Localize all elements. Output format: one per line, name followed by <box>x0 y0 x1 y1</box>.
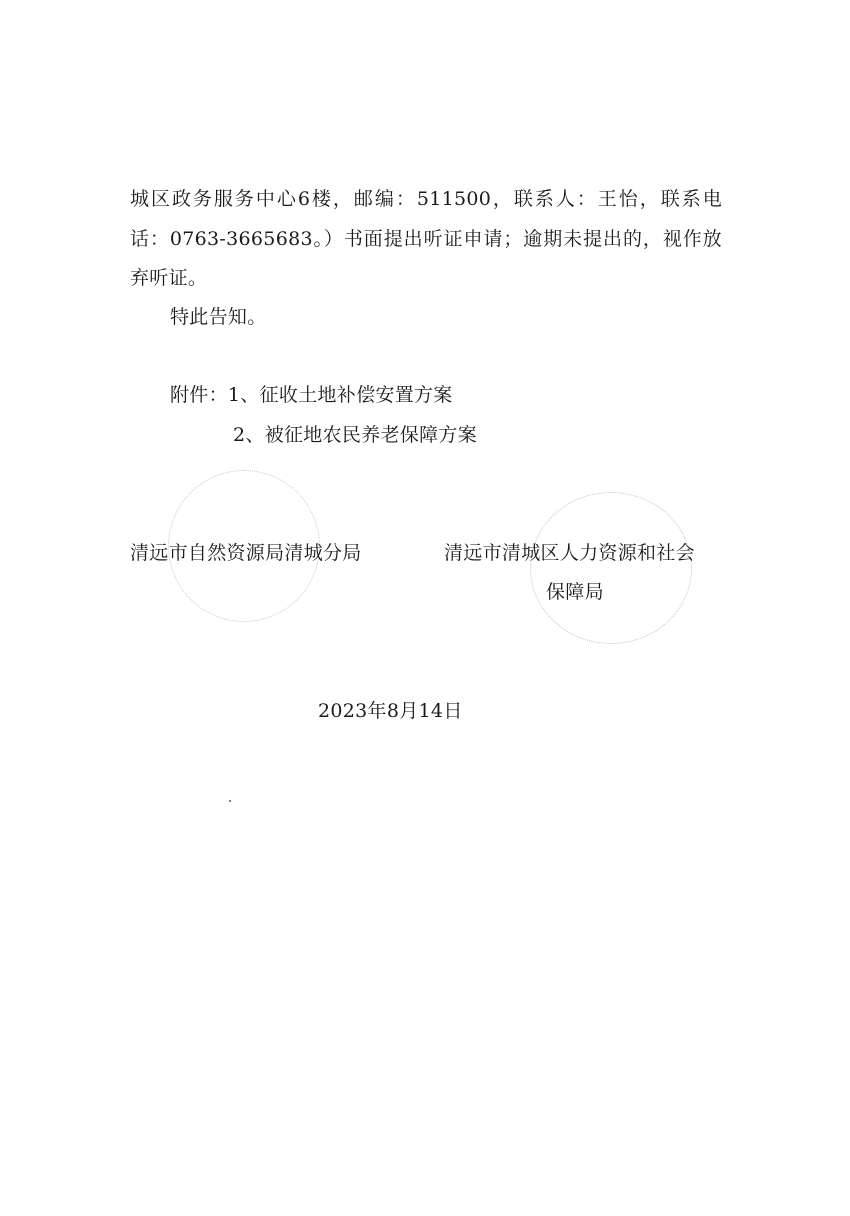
document-date: 2023年8月14日 <box>318 700 463 722</box>
body-line-3: 弃听证。 <box>130 267 208 289</box>
body-line-1: 城区政务服务中心6楼，邮编：511500，联系人：王怡，联系电 <box>130 188 722 210</box>
closing-notice: 特此告知。 <box>170 306 267 328</box>
signature-right-line-1: 清远市清城区人力资源和社会 <box>444 542 695 564</box>
signature-right-line-2: 保障局 <box>546 581 604 603</box>
body-line-2: 话：0763-3665683。）书面提出听证申请；逾期未提出的，视作放 <box>130 228 722 250</box>
attachment-item-1: 附件：1、征收土地补偿安置方案 <box>170 384 453 406</box>
scan-speck <box>229 800 231 802</box>
official-seal-right <box>530 492 692 644</box>
attachment-item-2: 2、被征地农民养老保障方案 <box>233 424 477 446</box>
signature-left: 清远市自然资源局清城分局 <box>130 542 362 564</box>
